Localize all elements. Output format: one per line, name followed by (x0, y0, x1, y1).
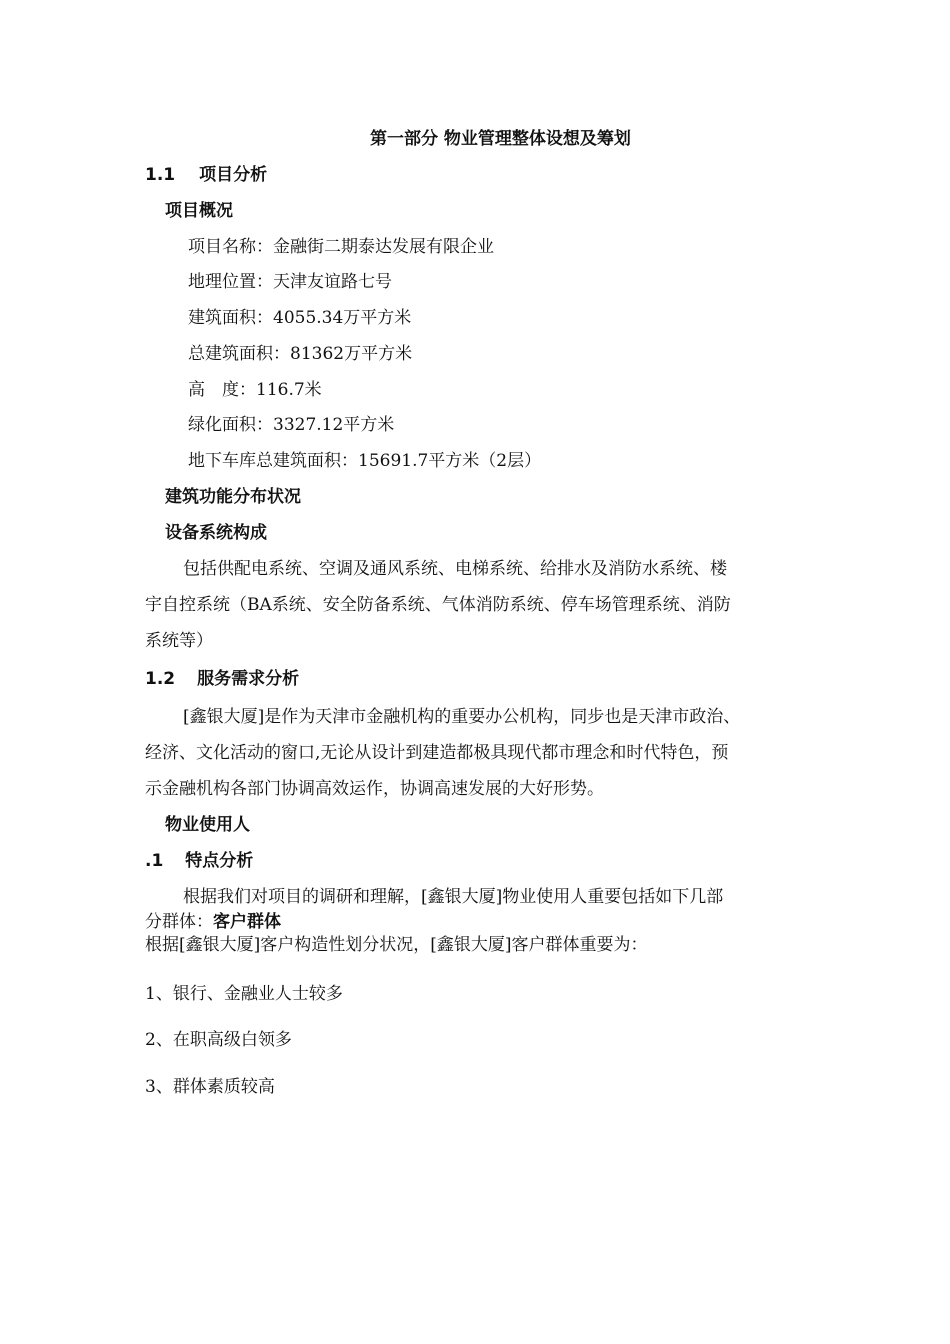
section-number: 1.2 (145, 669, 176, 689)
overview-item: 总建筑面积：81362万平方米 (188, 344, 413, 364)
features-paragraph-line: 根据我们对项目的调研和理解，[鑫银大厦]物业使用人重要包括如下几部 (183, 887, 724, 907)
demand-paragraph-line: 示金融机构各部门协调高效运作，协调高速发展的大好形势。 (145, 779, 604, 799)
list-item: 1、银行、金融业人士较多 (145, 984, 343, 1004)
demand-paragraph-line: [鑫银大厦]是作为天津市金融机构的重要办公机构，同步也是天津市政治、 (183, 707, 741, 727)
part-title: 第一部分 物业管理整体设想及筹划 (370, 129, 631, 149)
overview-item: 项目名称：金融街二期泰达发展有限企业 (188, 237, 494, 257)
equipment-paragraph-line: 包括供配电系统、空调及通风系统、电梯系统、给排水及消防水系统、楼 (183, 559, 727, 579)
features-heading (145, 850, 253, 872)
section-1-1-heading (145, 164, 267, 186)
features-paragraph-line (145, 911, 281, 933)
overview-item: 地理位置：天津友谊路七号 (188, 272, 392, 292)
section-number: .1 (145, 851, 164, 871)
equipment-paragraph-line: 宇自控系统（BA系统、安全防备系统、气体消防系统、停车场管理系统、消防 (145, 595, 731, 615)
demand-paragraph-line: 经济、文化活动的窗口,无论从设计到建造都极具现代都市理念和时代特色，预 (145, 743, 729, 763)
overview-item: 绿化面积：3327.12平方米 (188, 415, 395, 435)
overview-item: 高 度：116.7米 (188, 380, 322, 400)
features-prefix: 分群体： (145, 912, 213, 932)
function-heading: 建筑功能分布状况 (165, 487, 301, 507)
equipment-heading: 设备系统构成 (165, 523, 267, 543)
section-number: 1.1 (145, 165, 176, 185)
overview-heading: 项目概况 (165, 201, 233, 221)
list-item: 2、在职高级白领多 (145, 1030, 292, 1050)
section-title: 服务需求分析 (197, 669, 300, 689)
customer-group-heading: 客户群体 (213, 912, 281, 932)
overview-item: 地下车库总建筑面积：15691.7平方米（2层） (188, 451, 542, 471)
section-title: 特点分析 (185, 851, 254, 871)
users-heading: 物业使用人 (165, 815, 250, 835)
list-item: 3、群体素质较高 (145, 1077, 275, 1097)
overview-item: 建筑面积：4055.34万平方米 (188, 308, 412, 328)
section-1-2-heading (145, 668, 299, 690)
section-title: 项目分析 (199, 165, 268, 185)
features-paragraph-line: 根据[鑫银大厦]客户构造性划分状况，[鑫银大厦]客户群体重要为： (145, 935, 648, 955)
equipment-paragraph-line: 系统等） (145, 631, 213, 651)
